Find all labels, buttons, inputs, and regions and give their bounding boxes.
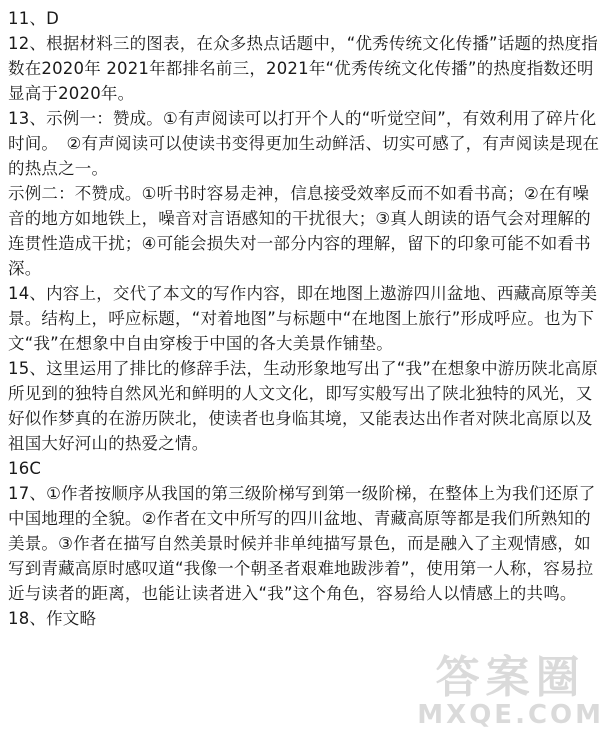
answer-13-example-2: 示例二：不赞成。①听书时容易走神，信息接受效率反而不如看书高；②在有噪音的地方如地铁上，噪音对言语感知的干扰很大；③真人朗读的语气会对理解的连贯性造成干扰；④可能会损失对一部分内容的理解，留下的印象可能不如看书深。 (8, 184, 591, 278)
answer-11: 11、D (8, 9, 60, 28)
answer-16: 16C (8, 459, 42, 478)
answer-14: 14、内容上，交代了本文的写作内容，即在地图上遨游四川盆地、西藏高原等美景。结构上，呼应标题，“对着地图”与标题中“在地图上旅行”形成呼应。也为下文“我”在想象中自由穿梭于中国的各大美景作铺垫。 (8, 284, 598, 353)
answer-12: 12、根据材料三的图表，在众多热点话题中，“优秀传统文化传播”话题的热度指数在2020年 2021年都排名前三，2021年“优秀传统文化传播”的热度指数还明显高于2020年。 (8, 34, 598, 103)
answer-17: 17、①作者按顺序从我国的第三级阶梯写到第一级阶梯，在整体上为我们还原了中国地理的全貌。②作者在文中所写的四川盆地、青藏高原等都是我们所熟知的美景。③作者在描写自然美景时候并非单纯描写景色，而是融入了主观情感，如写到青藏高原时感叹道“我像一个朝圣者艰难地跋涉着”，使用第一人称，容易拉近与读者的距离，也能让读者进入“我”这个角色，容易给人以情感上的共鸣。 (8, 484, 596, 603)
watermark-domain: MXQE.COM (417, 700, 604, 730)
answer-18: 18、作文略 (8, 609, 97, 628)
answer-13-example-1: 13、示例一：赞成。①有声阅读可以打开个人的“听觉空间”，有效利用了碎片化时间。 ②有声阅读可以使读书变得更加生动鲜活、切实可感了，有声阅读是现在的热点之一。 (8, 109, 600, 178)
watermark-logo-text: 答案圈 (435, 652, 586, 703)
answer-15: 15、这里运用了排比的修辞手法，生动形象地写出了“我”在想象中游历陕北高原所见到的独特自然风光和鲜明的人文文化，即写实般写出了陕北独特的风光，又好似作梦真的在游历陕北，使读者也身临其境，又能表达出作者对陕北高原以及祖国大好河山的热爱之情。 (8, 359, 598, 453)
answer-document (8, 6, 604, 631)
site-watermark (417, 652, 604, 730)
